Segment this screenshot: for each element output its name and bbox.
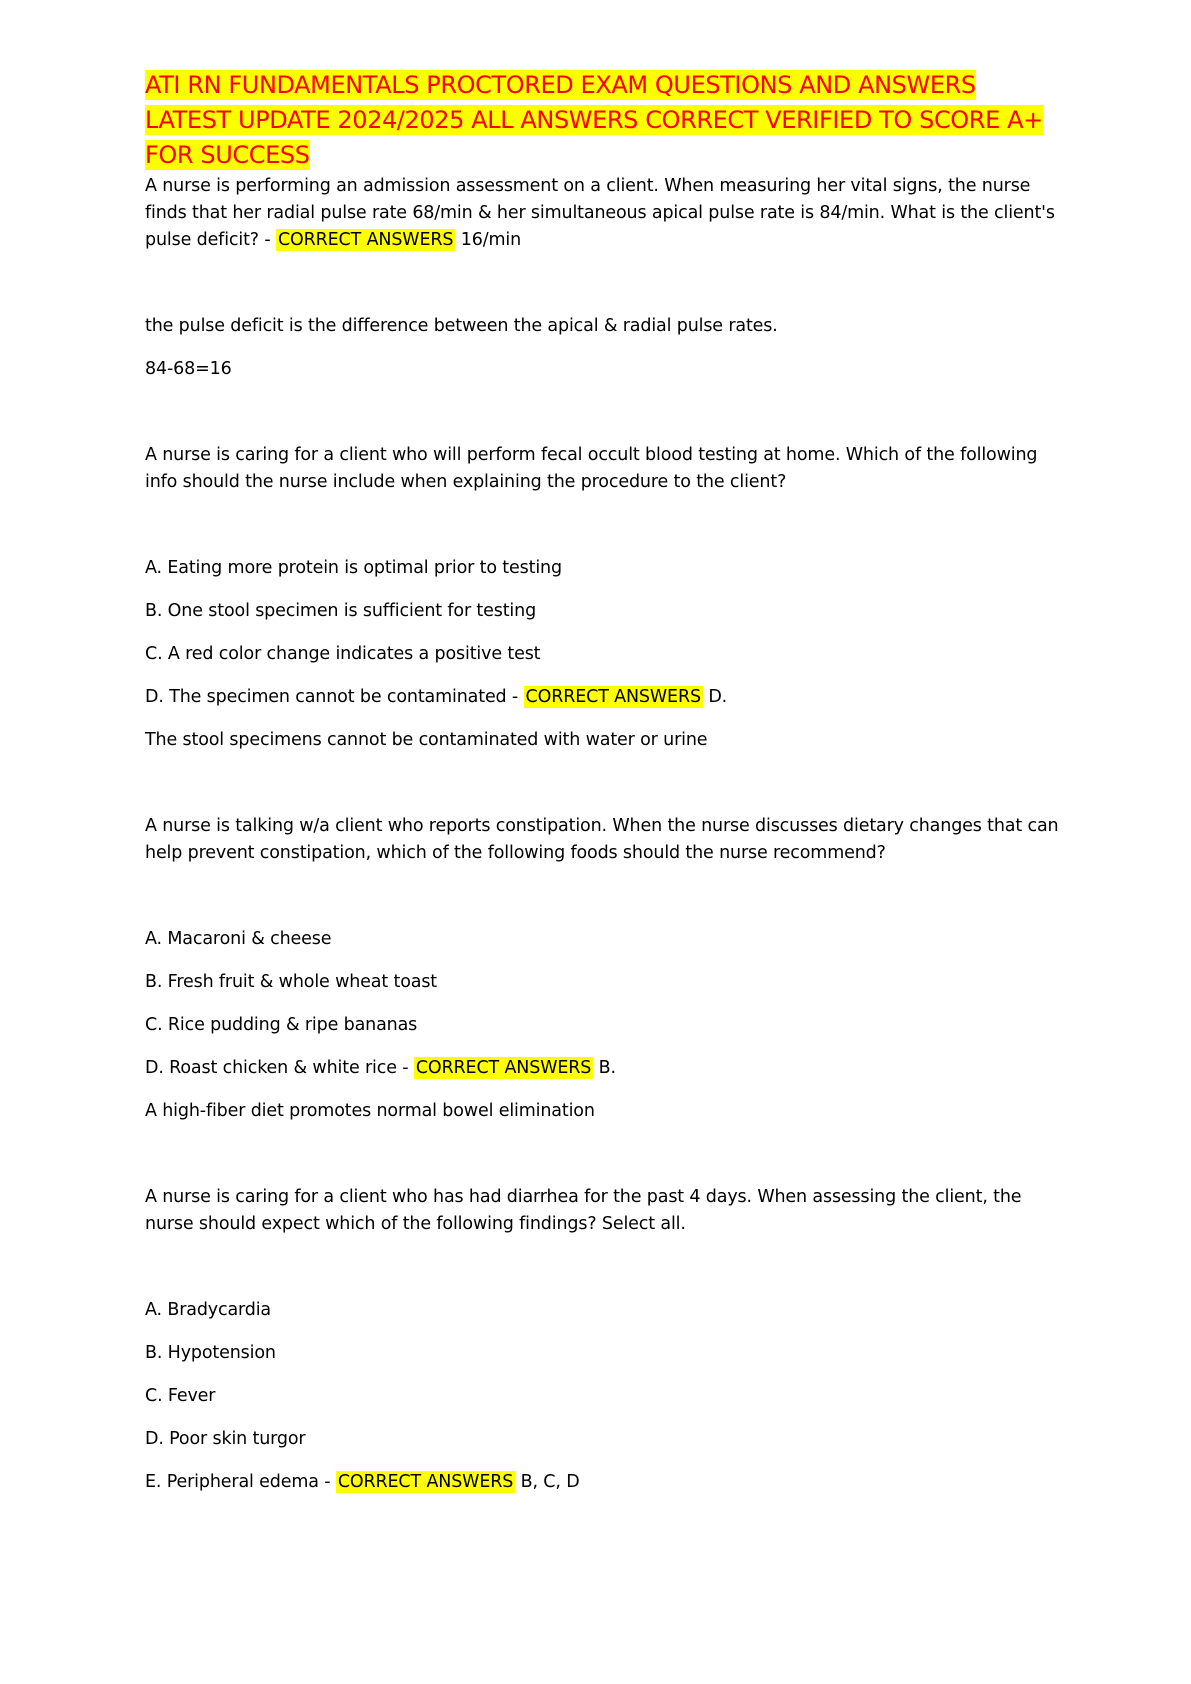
question-block-2	[145, 442, 1065, 754]
answer-value: 16/min	[460, 230, 522, 250]
answer-option: C. Fever	[145, 1386, 216, 1406]
answer-option: A. Macaroni & cheese	[145, 929, 332, 949]
answer-option-last	[145, 1469, 1065, 1496]
correct-answers-label: CORRECT ANSWERS	[415, 1058, 592, 1078]
correct-answers-label: CORRECT ANSWERS	[337, 1472, 514, 1492]
question-text: A nurse is caring for a client who has had diarrhea for the past 4 days. When assessing the client, the nurse should expect which of the following findings? Select all.	[145, 1187, 1022, 1234]
answer-value: B.	[598, 1058, 616, 1078]
answer-option: D. Poor skin turgor	[145, 1429, 306, 1449]
answer-option: C. Rice pudding & ripe bananas	[145, 1015, 418, 1035]
answer-option: B. One stool specimen is sufficient for testing	[145, 601, 537, 621]
answer-option: B. Hypotension	[145, 1343, 276, 1363]
option-text: E. Peripheral edema -	[145, 1472, 336, 1492]
title-highlight: ATI RN FUNDAMENTALS PROCTORED EXAM QUESTIONS AND ANSWERS LATEST UPDATE 2024/2025 ALL ANSWERS CORRECT VERIFIED TO SCORE A+ FOR SUCCESS	[145, 71, 1043, 169]
rationale-text: The stool specimens cannot be contaminated with water or urine	[145, 730, 708, 750]
question-stem: A nurse is performing an admission assessment on a client. When measuring her vital signs, the nurse finds that her radial pulse rate 68/min & her simultaneous apical pulse rate is 84/min. What is the client's pulse deficit? -	[145, 176, 1055, 250]
question-text: A nurse is caring for a client who will perform fecal occult blood testing at home. Which of the following info should the nurse include when explaining the procedure to the client?	[145, 445, 1038, 492]
answer-value: B, C, D	[520, 1472, 580, 1492]
option-text: D. Roast chicken & white rice -	[145, 1058, 414, 1078]
question-block-4	[145, 1184, 1065, 1496]
correct-answers-label: CORRECT ANSWERS	[277, 230, 454, 250]
answer-value: D.	[708, 687, 728, 707]
correct-answers-label: CORRECT ANSWERS	[525, 687, 701, 707]
question-block-3	[145, 813, 1065, 1125]
document-page	[145, 68, 1065, 1496]
question-text: A nurse is talking w/a client who reports constipation. When the nurse discusses dietary changes that can help prevent constipation, which of the following foods should the nurse recommend?	[145, 816, 1059, 863]
document-title	[145, 68, 1065, 173]
answer-option: A. Bradycardia	[145, 1300, 272, 1320]
answer-option: C. A red color change indicates a positive test	[145, 644, 541, 664]
calculation-text: 84-68=16	[145, 359, 232, 379]
question-text	[145, 173, 1065, 254]
rationale-text: the pulse deficit is the difference between the apical & radial pulse rates.	[145, 316, 778, 336]
answer-option-last	[145, 684, 1065, 711]
question-block-1	[145, 173, 1065, 383]
answer-option: B. Fresh fruit & whole wheat toast	[145, 972, 438, 992]
answer-option-last	[145, 1055, 1065, 1082]
option-text: D. The specimen cannot be contaminated -	[145, 687, 524, 707]
rationale-text: A high-fiber diet promotes normal bowel elimination	[145, 1101, 595, 1121]
answer-option: A. Eating more protein is optimal prior to testing	[145, 558, 562, 578]
